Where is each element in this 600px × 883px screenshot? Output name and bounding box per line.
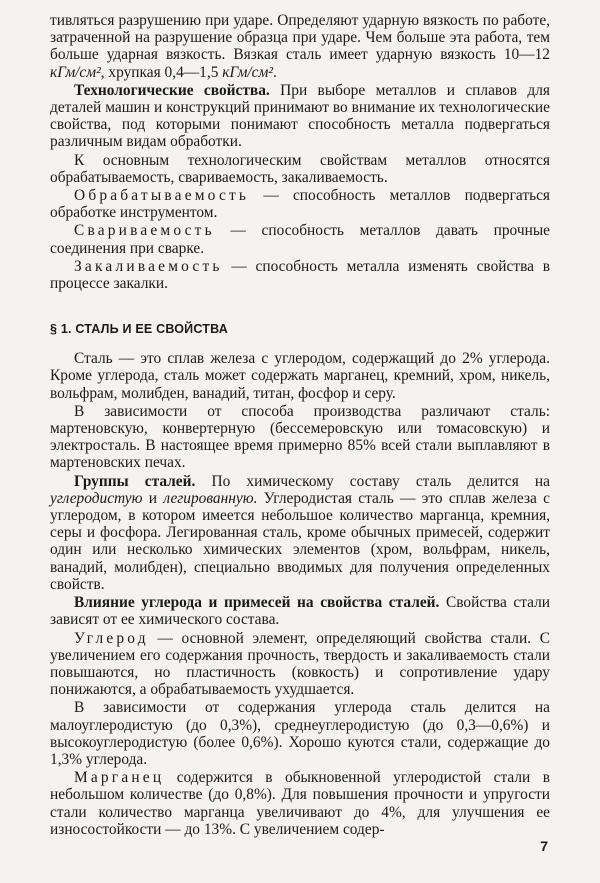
paragraph-heading: Влияние углерода и примесей на свойства сталей. [74,594,440,612]
paragraph-carbon-influence [50,594,550,628]
italic-term: легированную. [163,489,258,507]
paragraph-weldability [50,222,550,256]
text-run: — основной элемент, определяющий свойства стали. С увеличением его содержания прочность, твердость и закаливаемость стали повышаются, но пластичность (ковкость) и сопротивление удару понижаются, а обрабатываемость ухудшается. [50,629,550,699]
paragraph-manganese [50,769,550,838]
paragraph-heading: Технологические свойства. [74,81,270,99]
text-run: Свойства стали зависят от ее химического состава. [50,594,550,629]
paragraph-technological-properties [50,82,550,151]
page-number: 7 [540,838,548,854]
paragraph-impact-toughness [50,12,550,81]
paragraph-heading: Группы сталей. [74,472,196,490]
italic-term: углеродистую [50,489,143,507]
spaced-term: Свариваемость [74,222,215,240]
text-run: При выборе металлов и сплавов для деталей машин и конструкций принимают во внимание их технологические свойства, под которыми понимают способность металла подвергаться различным видам обработки. [50,81,550,151]
unit-text: кГм/см² [50,63,101,81]
paragraph-main-properties [50,152,550,186]
text-run: тивляться разрушению при ударе. Определяют ударную вязкость по работе, затраченной на разрушение образца при ударе. Чем больше эта работа, тем больше ударная вязкость. Вязкая сталь имеет ударную вязкость 10—12 [50,12,550,64]
spaced-term: Марганец [74,769,165,787]
paragraph-carbon [50,630,550,699]
text-run: , хрупкая 0,4—1,5 [100,63,223,81]
text-run: Углеродистая сталь — это сплав железа с углеродом, в котором имеется небольшое количество марганца, кремния, серы и фосфора. Легированная сталь, кроме обычных примесей, содержит один или несколько химических элементов (хром, вольфрам, никель, ванадий, молибден), специально вводимых для получения определенных свойств. [50,489,550,593]
text-run: По химическому составу сталь делится на [195,472,550,490]
text-run: — способность металлов подвергаться обработке инструментом. [50,187,550,222]
text-run: — способность металла изменять свойства в процессе закалки. [50,257,550,293]
text-run: — способность металлов давать прочные соединения при сварке. [50,222,550,257]
text-run: Сталь — это сплав железа с углеродом, содержащий до 2% углерода. Кроме углерода, сталь может содержать марганец, кремний, хром, никель, вольфрам, молибден, ванадий, титан, фосфор и серу. [50,350,550,402]
text-run: К основным технологическим свойствам металлов относятся обрабатываемость, свариваемость, закаливаемость. [50,151,550,186]
spaced-term: Закаливаемость [74,257,223,275]
paragraph-hardenability [50,258,550,292]
text-run: . [272,63,277,81]
section-title: § 1. СТАЛЬ И ЕЕ СВОЙСТВА [50,322,228,337]
spaced-term: Обрабатываемость [74,187,250,205]
paragraph-carbon-content [50,699,550,768]
paragraph-production-methods [50,403,550,472]
spaced-term: Углерод [74,629,149,647]
text-run: содержится в обыкновенной углеродистой стали в небольшом количестве (до 0,8%). Для повышения прочности и упругости стали количество марганца увеличивают до 4%, для улучшения ее износостойкости — до 13%. С увеличением содер- [50,769,550,838]
paragraph-steel-definition [50,350,550,402]
paragraph-machinability [50,187,550,221]
text-run: В зависимости от способа производства различают сталь: мартеновскую, конвертерную (бессемеровскую или томасовскую) и электросталь. В настоящее время примерно 85% всей стали выплавляют в мартеновских печах. [50,402,550,472]
unit-text: кГм/см² [222,63,273,81]
paragraph-steel-groups [50,473,550,593]
text-run: и [142,489,164,507]
text-run: В зависимости от содержания углерода сталь делится на малоуглеродистую (до 0,3%), среднеуглеродистую (до 0,3—0,6%) и высокоуглеродистую (более 0,6%). Хорошо куются стали, содержащие до 1,3% углерода. [50,699,550,768]
